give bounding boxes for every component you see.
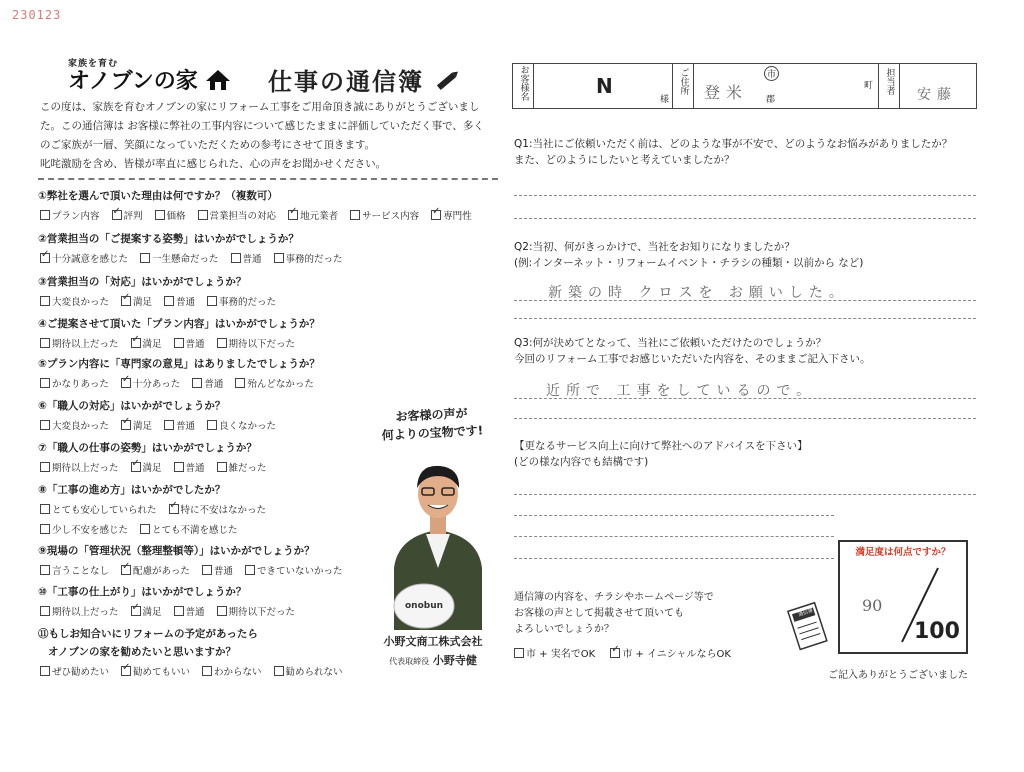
answer-option[interactable]: [245, 566, 343, 577]
option-label: 期待以上だった: [52, 463, 119, 474]
option-label: とても不満を感じた: [152, 525, 238, 536]
checkbox[interactable]: [174, 606, 184, 616]
question-8-options: [40, 502, 278, 516]
answer-option[interactable]: [40, 463, 119, 474]
answer-line: [514, 558, 834, 559]
answer-option[interactable]: [131, 339, 162, 350]
answer-option[interactable]: [164, 421, 195, 432]
answer-option[interactable]: [121, 297, 152, 308]
checkbox-checked[interactable]: [40, 253, 50, 263]
question-3: ③営業担当の「対応」はいかがでしょうか？: [38, 276, 247, 288]
checkbox[interactable]: [350, 210, 360, 220]
publication-consent: [514, 590, 714, 638]
option-label: ぜひ勧めたい: [52, 667, 110, 678]
advice-line: (どの様な内容でも結構です): [514, 456, 649, 468]
checkbox[interactable]: [40, 524, 50, 534]
checkbox-checked[interactable]: [169, 504, 179, 514]
option-label: 大変良かった: [52, 297, 110, 308]
checkbox-checked[interactable]: [131, 606, 141, 616]
option-label: とても安心していられた: [52, 505, 157, 516]
option-label: 一生懸命だった: [152, 254, 219, 265]
house-icon: [205, 69, 231, 91]
intro-line: この度は、家族を育むオノブンの家にリフォーム工事をご用命頂き誠にありがとうございまし: [40, 101, 480, 113]
city-marker: 市: [764, 66, 779, 81]
question-11-cont: オノブンの家を勧めたいと思いますか？: [48, 646, 236, 658]
option-label: 市 + 実名でOK: [526, 649, 596, 660]
q1-line: また、どのようにしたいと考えていましたか？: [514, 154, 735, 166]
question-10-options: [40, 604, 307, 618]
logo-text: オノブンの家: [68, 69, 198, 94]
option-label: かなりあった: [52, 379, 109, 390]
customer-name: N: [596, 74, 613, 98]
company-logo: [68, 64, 231, 95]
checkbox[interactable]: [245, 565, 255, 575]
checkbox[interactable]: [231, 253, 241, 263]
question-1-options: [40, 208, 484, 222]
option-label: 特に不安はなかった: [180, 505, 267, 516]
county-marker: 郡: [766, 95, 776, 105]
question-7-options: [40, 460, 279, 474]
page-title-text: 仕事の通信簿: [268, 68, 424, 96]
slogan-line: お客様の声が: [395, 406, 468, 424]
checkbox[interactable]: [40, 420, 50, 430]
publication-line: お客様の声として掲載させて頂いても: [514, 608, 684, 619]
checkbox[interactable]: [40, 210, 50, 220]
answer-line: [514, 218, 976, 219]
answer-option[interactable]: [217, 463, 267, 474]
publication-options: [514, 645, 743, 660]
slogan-line: 何よりの宝物です!: [381, 423, 484, 443]
q3-line: 今回のリフォーム工事でお感じいただいた内容を、そのままご記入下さい。: [514, 353, 871, 365]
option-label: 普通: [204, 379, 224, 390]
answer-option[interactable]: [202, 566, 233, 577]
pencil-icon: [434, 68, 462, 92]
option-label: プラン内容: [52, 211, 100, 222]
rep-name: 小野寺健: [432, 654, 477, 667]
option-label: 十分あった: [132, 379, 181, 390]
option-label: サービス内容: [362, 211, 420, 222]
checkbox-checked[interactable]: [431, 210, 441, 220]
option-label: 事務的だった: [219, 297, 277, 308]
ceo-photo: [384, 458, 492, 630]
checkbox[interactable]: [174, 462, 184, 472]
option-label: 価格: [166, 211, 186, 222]
answer-option[interactable]: [40, 339, 119, 350]
checkbox-checked[interactable]: [131, 462, 141, 472]
score-max: 100: [914, 619, 960, 644]
answer-option[interactable]: [207, 297, 276, 308]
q3-line: Q3:何が決めてとなって、当社にご依頼いただけたのでしょうか？: [514, 337, 827, 349]
checkbox[interactable]: [202, 666, 212, 676]
answer-option[interactable]: [40, 421, 109, 432]
option-label: 満足: [142, 463, 162, 474]
checkbox-checked[interactable]: [112, 210, 122, 220]
honorific: 様: [660, 95, 670, 105]
logo-tagline: 家族を育む: [68, 59, 119, 69]
answer-option[interactable]: [174, 463, 205, 474]
answer-option[interactable]: [198, 211, 277, 222]
checkbox[interactable]: [164, 420, 174, 430]
staff-label: 担当者: [884, 68, 895, 95]
option-label: 満足: [142, 607, 162, 618]
question-3-options: [40, 294, 288, 308]
checkbox[interactable]: [40, 606, 50, 616]
answer-option[interactable]: [192, 379, 223, 390]
checkbox[interactable]: [217, 338, 227, 348]
checkbox[interactable]: [164, 296, 174, 306]
answer-option[interactable]: [202, 667, 262, 678]
question-6-options: [40, 418, 288, 432]
checkbox[interactable]: [514, 648, 524, 658]
checkbox[interactable]: [217, 462, 227, 472]
checkbox[interactable]: [217, 606, 227, 616]
question-7: ⑦「職人の仕事の姿勢」はいかがでしょうか？: [38, 442, 257, 454]
booklet-label: 通信簿: [797, 607, 814, 619]
date-stamp: 230123: [12, 8, 62, 22]
checkbox[interactable]: [202, 565, 212, 575]
answer-option[interactable]: [131, 607, 162, 618]
checkbox[interactable]: [274, 253, 284, 263]
checkbox-checked[interactable]: [131, 338, 141, 348]
answer-line: [514, 418, 976, 419]
checkbox-checked[interactable]: [610, 648, 620, 658]
option-label: 期待以上だった: [52, 607, 119, 618]
answer-option[interactable]: [40, 211, 100, 222]
checkbox-checked[interactable]: [121, 378, 131, 388]
publication-line: よろしいでしょうか？: [514, 624, 614, 635]
option-label: 普通: [213, 566, 233, 577]
q2-answer: 新築の時 クロスを お願いした。: [548, 285, 849, 301]
answer-option[interactable]: [174, 339, 205, 350]
answer-option[interactable]: [140, 525, 238, 536]
divider: [38, 178, 498, 180]
answer-option[interactable]: [207, 421, 276, 432]
option-label: 十分誠意を感じた: [52, 254, 129, 265]
checkbox[interactable]: [235, 378, 245, 388]
answer-option[interactable]: [231, 254, 262, 265]
representative: [368, 652, 498, 668]
answer-line: [514, 300, 976, 301]
option-label: 期待以下だった: [228, 607, 296, 618]
option-label: 満足: [133, 297, 153, 308]
helmet-logo: onobun: [404, 601, 444, 611]
q1-text: [514, 136, 984, 168]
intro-line: のご家族が一層、笑顔になっていただくための参考にさせて頂きます。: [40, 139, 376, 151]
answer-line: [514, 195, 976, 196]
option-label: 良くなかった: [219, 421, 277, 432]
checkbox-checked[interactable]: [288, 210, 298, 220]
question-10: ⑩「工事の仕上がり」はいかがでしょうか？: [38, 586, 247, 598]
question-4: ④ご提案させて頂いた「プラン内容」はいかがでしょうか？: [38, 318, 320, 330]
question-2-options: [40, 251, 355, 265]
q2-line: Q2:当初、何がきっかけで、当社をお知りになりましたか？: [514, 241, 795, 253]
option-label: 評判: [123, 211, 143, 222]
option-label: 普通: [185, 463, 205, 474]
customer-info-table: [512, 63, 977, 109]
question-9-options: [40, 563, 354, 577]
option-label: 営業担当の対応: [209, 211, 277, 222]
q3-answer: 近所で 工事をしているので。: [546, 383, 817, 399]
option-label: 普通: [242, 254, 262, 265]
answer-option[interactable]: [274, 254, 343, 265]
option-label: 市 + イニシャルならOK: [622, 649, 731, 660]
answer-option[interactable]: [217, 607, 296, 618]
answer-option[interactable]: [274, 667, 343, 678]
answer-option[interactable]: [121, 566, 190, 577]
question-8-options: [40, 522, 250, 536]
checkbox-checked[interactable]: [121, 666, 131, 676]
question-8: ⑧「工事の進め方」はいかがでしたか？: [38, 484, 226, 496]
answer-option[interactable]: [288, 211, 338, 222]
option-label: 雑だった: [228, 463, 267, 474]
option-label: わからない: [214, 667, 262, 678]
checkbox[interactable]: [40, 296, 50, 306]
pub-option-initials[interactable]: [610, 649, 731, 660]
checkbox-checked[interactable]: [121, 565, 131, 575]
answer-option[interactable]: [140, 254, 219, 265]
rep-title: 代表取締役: [389, 657, 430, 666]
checkbox[interactable]: [207, 296, 217, 306]
answer-option[interactable]: [164, 297, 195, 308]
answer-option[interactable]: [235, 379, 314, 390]
question-5-options: [40, 376, 326, 390]
answer-option[interactable]: [169, 505, 267, 516]
checkbox[interactable]: [192, 378, 202, 388]
checkbox[interactable]: [40, 504, 50, 514]
option-label: 事務的だった: [285, 254, 343, 265]
town-marker: 町: [864, 81, 874, 91]
answer-option[interactable]: [174, 607, 205, 618]
checkbox[interactable]: [274, 666, 284, 676]
answer-option[interactable]: [40, 254, 128, 265]
option-label: 言うことなし: [52, 566, 110, 577]
intro-line: 叱咤激励を含め、皆様が率直に感じられた、心の声をお聞かせください。: [40, 158, 387, 170]
answer-option[interactable]: [112, 211, 143, 222]
checkbox[interactable]: [40, 565, 50, 575]
address-handwritten: 登米: [704, 83, 749, 102]
answer-option[interactable]: [121, 421, 152, 432]
option-label: 地元業者: [300, 211, 339, 222]
answer-option[interactable]: [121, 379, 180, 390]
q2-line: (例:インターネット・リフォームイベント・チラシの種類・以前から など): [514, 257, 864, 269]
checkbox[interactable]: [40, 338, 50, 348]
option-label: 普通: [176, 297, 196, 308]
checkbox[interactable]: [40, 378, 50, 388]
question-11-options: [40, 664, 355, 678]
question-2: ②営業担当の「ご提案する姿勢」はいかがでしょうか？: [38, 233, 299, 245]
option-label: 配慮があった: [133, 566, 190, 577]
advice-line: 【更なるサービス向上に向けて弊社へのアドバイスを下さい】: [514, 440, 808, 452]
q2-text: [514, 239, 984, 271]
option-label: 専門性: [443, 211, 472, 222]
checkbox[interactable]: [40, 462, 50, 472]
checkbox[interactable]: [140, 524, 150, 534]
answer-option[interactable]: [155, 211, 186, 222]
question-1: ①弊社を選んで頂いた理由は何ですか？（複数可）: [38, 190, 278, 202]
checkbox[interactable]: [174, 338, 184, 348]
checkbox[interactable]: [155, 210, 165, 220]
option-label: 勧めてもいい: [133, 667, 191, 678]
answer-line: [514, 536, 834, 537]
option-label: 普通: [185, 339, 205, 350]
slogan: [371, 403, 493, 445]
publication-line: 通信簿の内容を、チラシやホームページ等で: [514, 592, 714, 603]
answer-option[interactable]: [131, 463, 162, 474]
intro-line: た。この通信簿は お客様に弊社の工事内容について感じたままに評価していただく事で、多く: [40, 120, 484, 132]
q3-text: [514, 335, 984, 367]
question-4-options: [40, 336, 307, 350]
staff-name: 安藤: [917, 87, 957, 103]
checkbox-checked[interactable]: [121, 296, 131, 306]
answer-line: [514, 398, 976, 399]
option-label: 少し不安を感じた: [52, 525, 129, 536]
option-label: 大変良かった: [52, 421, 110, 432]
address-label: ご住所: [678, 68, 689, 95]
q1-line: Q1:当社にご依頼いただく前は、どのような事が不安で、どのようなお悩みがありましたか？: [514, 138, 953, 150]
question-5: ⑤プラン内容に「専門家の意見」はありましたでしょうか？: [38, 358, 320, 370]
checkbox[interactable]: [40, 666, 50, 676]
pub-option-realname[interactable]: [514, 649, 595, 660]
checkbox[interactable]: [198, 210, 208, 220]
answer-option[interactable]: [40, 667, 109, 678]
option-label: 満足: [142, 339, 162, 350]
answer-option[interactable]: [121, 667, 190, 678]
option-label: 期待以上だった: [52, 339, 119, 350]
checkbox-checked[interactable]: [121, 420, 131, 430]
option-label: 満足: [133, 421, 153, 432]
answer-option[interactable]: [40, 505, 157, 516]
answer-line: [514, 494, 976, 495]
checkbox[interactable]: [207, 420, 217, 430]
answer-option[interactable]: [350, 211, 419, 222]
intro-text: [40, 98, 495, 174]
answer-line: [514, 515, 834, 516]
option-label: 殆んどなかった: [247, 379, 314, 390]
customer-name-label: お客様名: [518, 65, 529, 101]
question-6: ⑥「職人の対応」はいかがでしょうか？: [38, 400, 226, 412]
score-title: 満足度は何点ですか？: [855, 547, 951, 558]
checkbox[interactable]: [140, 253, 150, 263]
option-label: できていないかった: [256, 566, 343, 577]
advice-text: [514, 438, 984, 470]
option-label: 普通: [185, 607, 205, 618]
option-label: 勧められない: [285, 667, 343, 678]
answer-option[interactable]: [40, 379, 109, 390]
answer-line: [514, 318, 976, 319]
option-label: 普通: [176, 421, 196, 432]
question-11: ⑪もしお知合いにリフォームの予定があったら: [38, 628, 258, 640]
answer-option[interactable]: [40, 525, 128, 536]
answer-option[interactable]: [40, 297, 109, 308]
page-title: [268, 62, 462, 97]
answer-option[interactable]: [40, 566, 109, 577]
thanks-message: ご記入ありがとうございました: [828, 670, 968, 681]
answer-option[interactable]: [40, 607, 119, 618]
score-value: 90: [862, 596, 883, 615]
answer-option[interactable]: [431, 211, 472, 222]
answer-option[interactable]: [217, 339, 296, 350]
company-name: 小野文商工株式会社: [383, 635, 483, 648]
option-label: 期待以下だった: [228, 339, 296, 350]
question-9: ⑨現場の「管理状況（整理整頓等）」はいかがでしょうか？: [38, 545, 315, 557]
